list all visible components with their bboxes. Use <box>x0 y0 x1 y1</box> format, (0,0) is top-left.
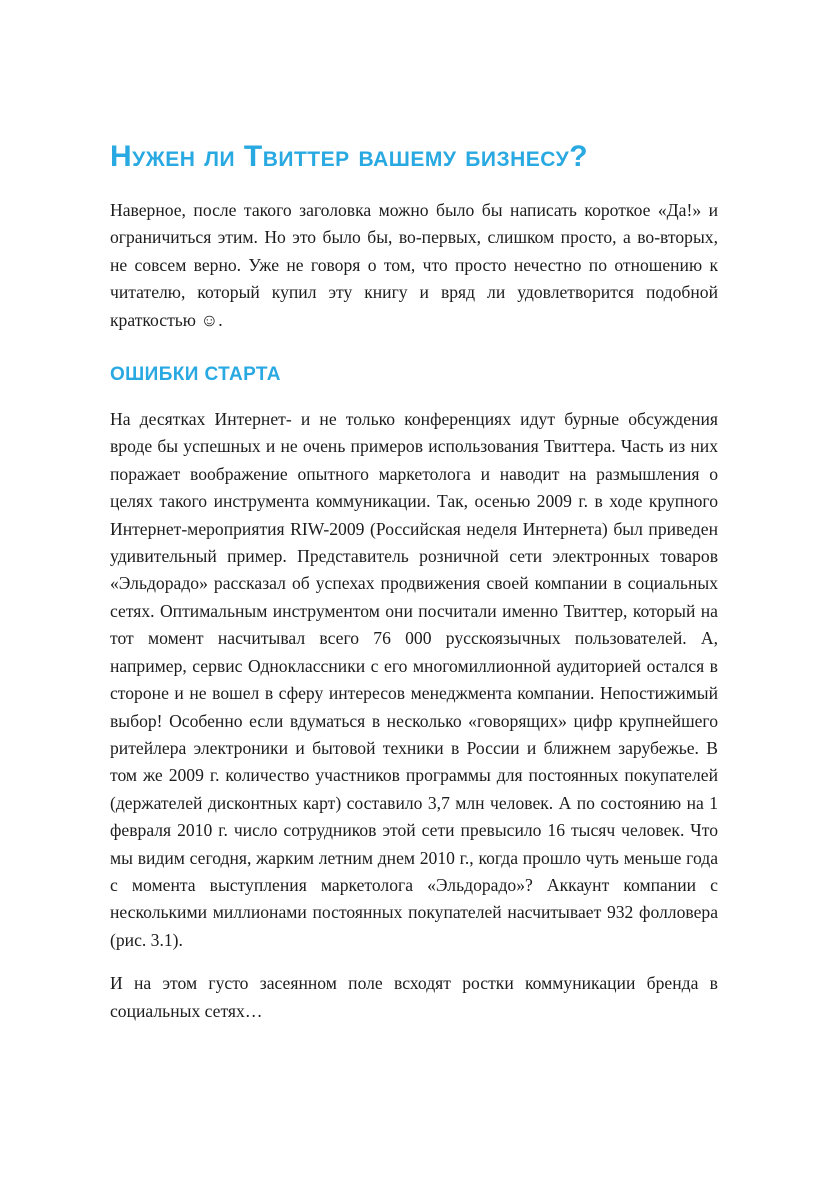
intro-paragraph: Наверное, после такого заголовка можно было бы написать короткое «Да!» и ограничиться этим. Но это было бы, во-первых, слишком просто, а во-вторых, не совсем верно. Уже не говоря о том, что просто нечестно по отношению к читателю, который купил эту книгу и вряд ли удовлетворится подобной краткостью ☺. <box>110 200 718 330</box>
chapter-title: Нужен ли Твиттер вашему бизнесу? <box>110 140 589 173</box>
section-heading: ОШИБКИ СТАРТА <box>110 364 281 386</box>
page-content <box>110 140 718 1025</box>
main-paragraph: На десятках Интернет- и не только конференциях идут бурные обсуждения вроде бы успешных и не очень примеров использования Твиттера. Часть из них поражает воображение опытного маркетолога и наводит на размышления о целях такого инструмента коммуникации. Так, осенью 2009 г. в ходе крупного Интернет-мероприятия RIW-2009 (Российская неделя Интернета) был приведен удивительный пример. Представитель розничной сети электронных товаров «Эльдорадо» рассказал об успехах продвижения своей компании в социальных сетях. Оптимальным инструментом они посчитали именно Твиттер, который на тот момент насчитывал всего 76 000 русскоязычных пользователей. А, например, сервис Одноклассники с его многомиллионной аудиторией остался в стороне и не вошел в сферу интересов менеджмента компании. Непостижимый выбор! Особенно если вдуматься в несколько «говорящих» цифр крупнейшего ритейлера электроники и бытовой техники в России и ближнем зарубежье. В том же 2009 г. количество участников программы для постоянных покупателей (держателей дисконтных карт) составило 3,7 млн человек. А по состоянию на 1 февраля 2010 г. число сотрудников этой сети превысило 16 тысяч человек. Что мы видим сегодня, жарким летним днем 2010 г., когда прошло чуть меньше года с момента выступления маркетолога «Эльдорадо»? Аккаунт компании с несколькими миллионами постоянных покупателей насчитывает 932 фолловера (рис. 3.1). <box>110 409 718 950</box>
closing-paragraph: И на этом густо засеянном поле всходят ростки коммуникации бренда в социальных сетях… <box>110 973 718 1021</box>
